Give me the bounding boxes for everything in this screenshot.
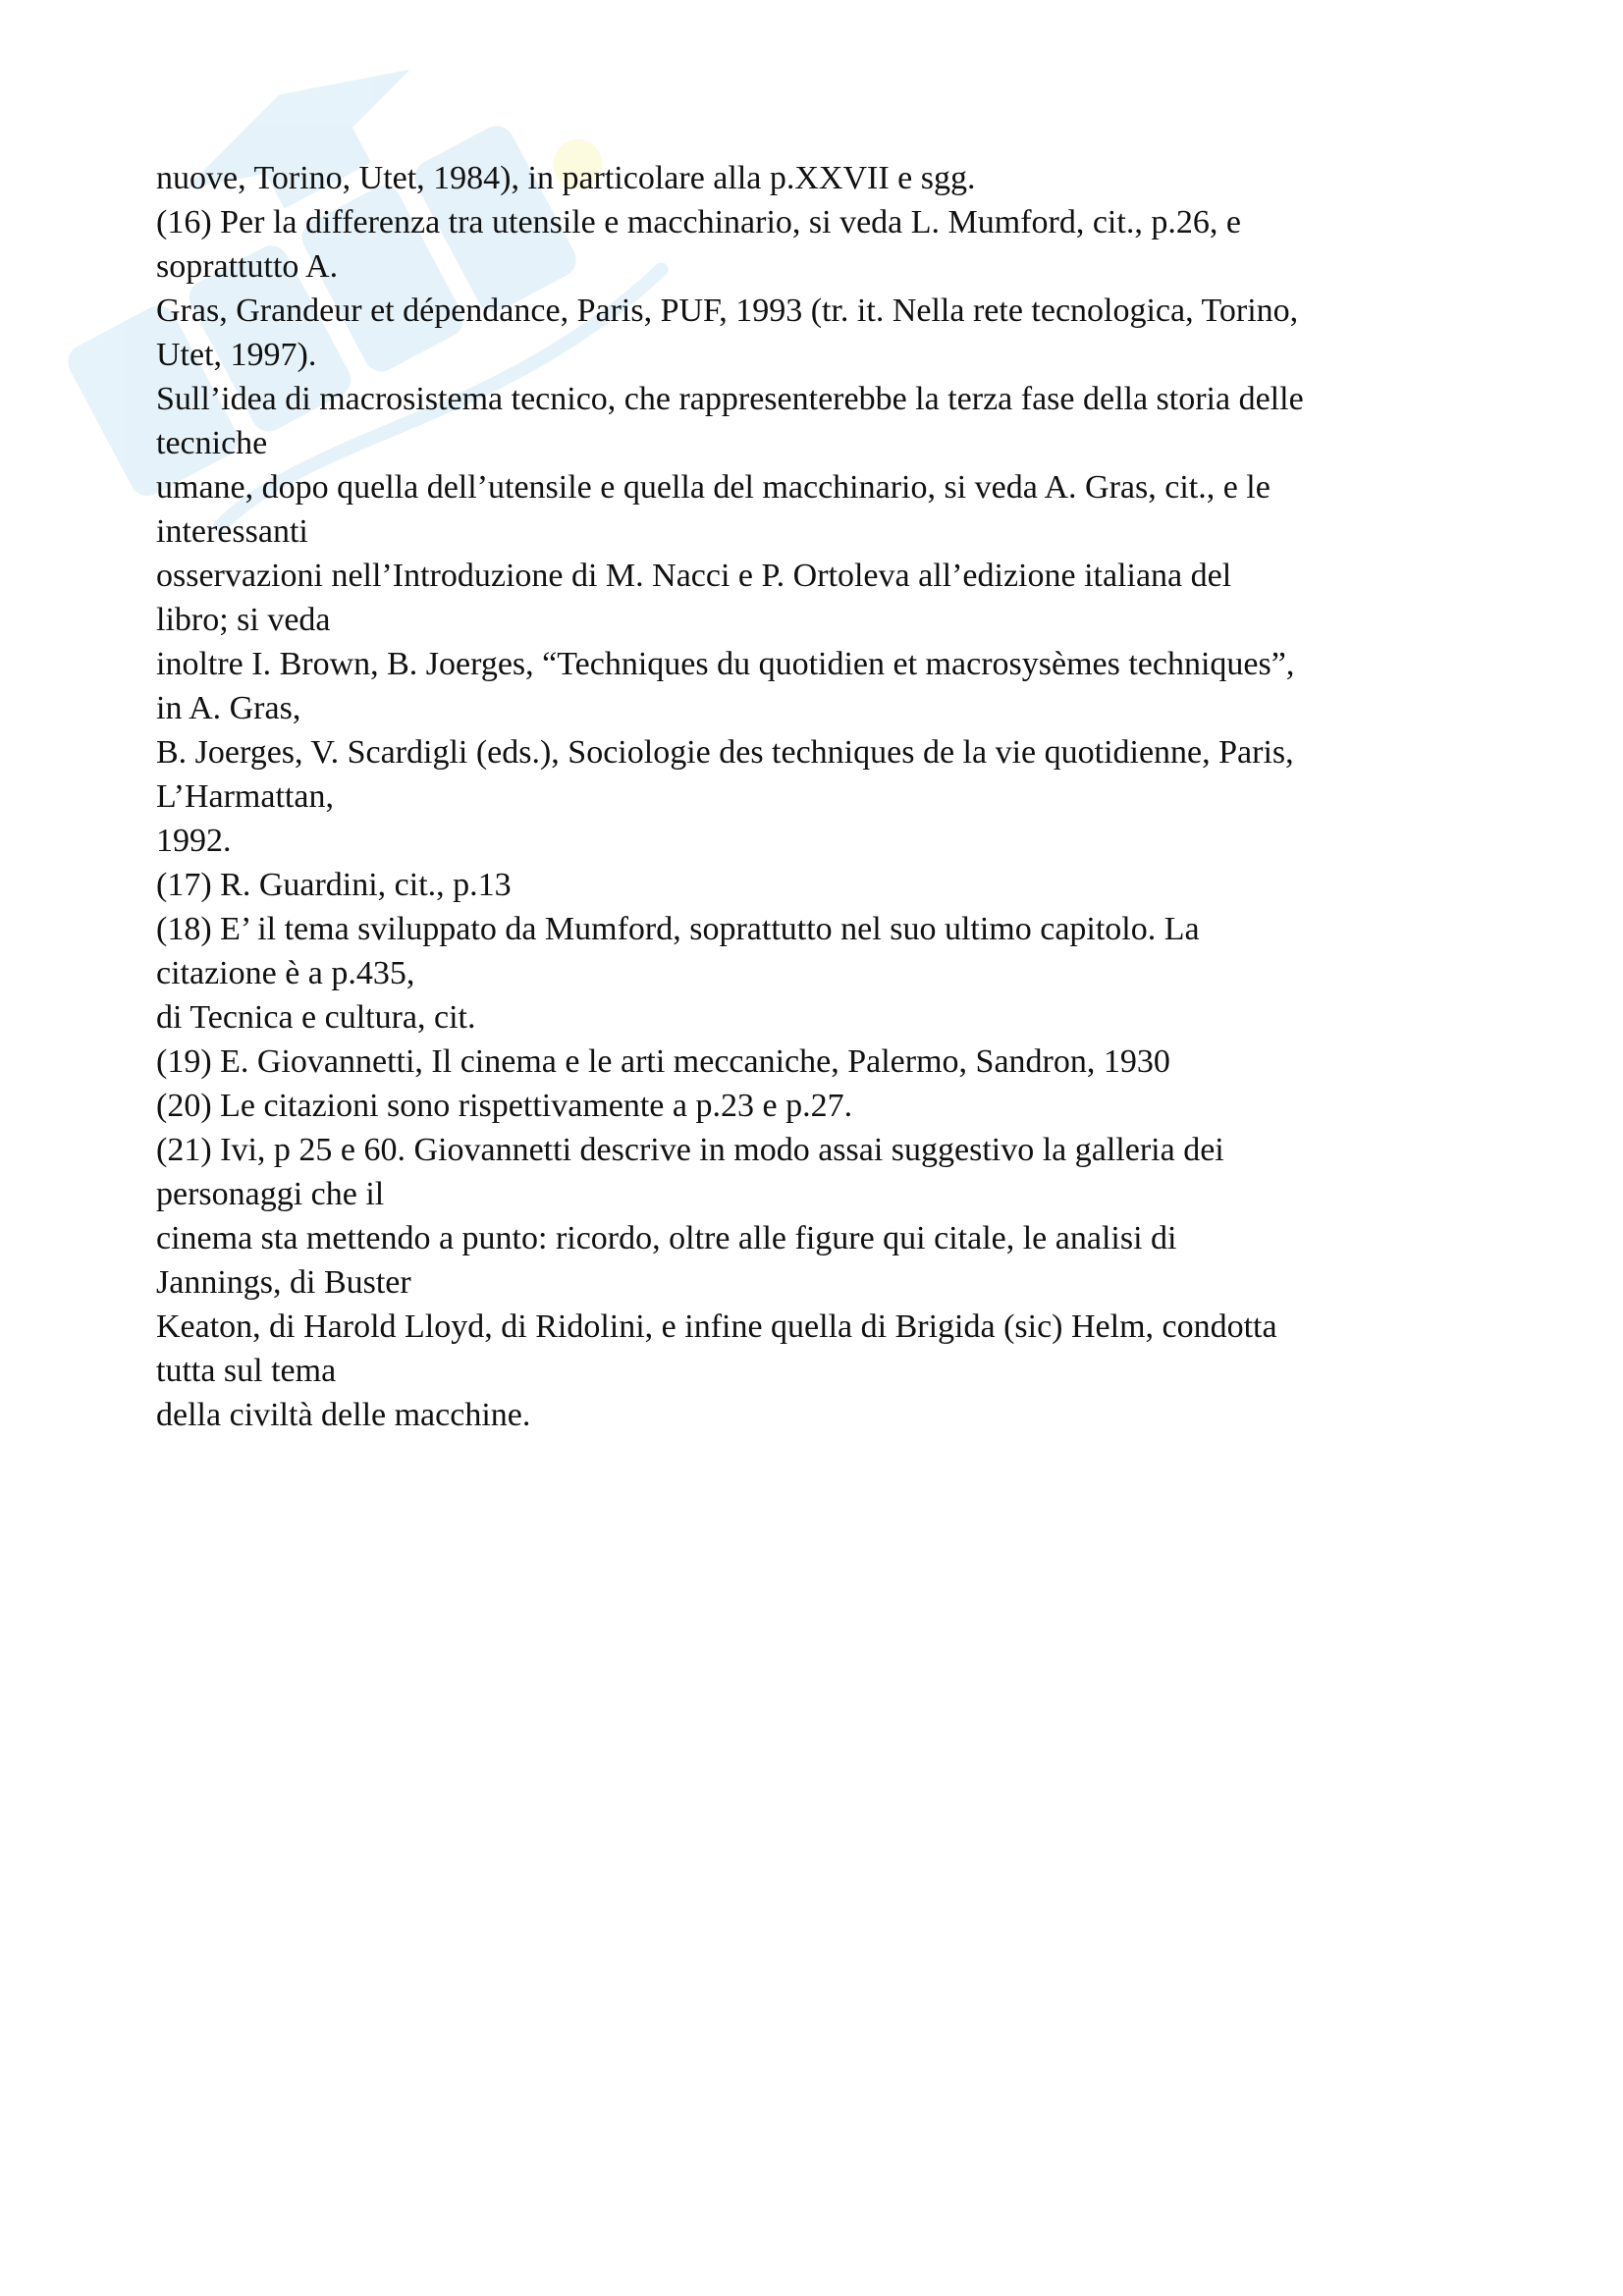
text-line: umane, dopo quella dell’utensile e quella del macchinario, si veda A. Gras, cit., e le <box>156 469 1271 506</box>
text-line: (17) R. Guardini, cit., p.13 <box>156 867 512 903</box>
document-body <box>156 156 1491 1437</box>
text-line: (20) Le citazioni sono rispettivamente a p.23 e p.27. <box>156 1088 853 1124</box>
text-line: inoltre I. Brown, B. Joerges, “Techniques du quotidien et macrosysèmes techniques”, <box>156 646 1295 682</box>
text-line: interessanti <box>156 513 308 550</box>
text-line: (21) Ivi, p 25 e 60. Giovannetti descrive in modo assai suggestivo la galleria dei <box>156 1132 1224 1168</box>
text-line: (19) E. Giovannetti, Il cinema e le arti meccaniche, Palermo, Sandron, 1930 <box>156 1043 1170 1080</box>
text-line: soprattutto A. <box>156 248 339 285</box>
text-line: Sull’idea di macrosistema tecnico, che rappresenterebbe la terza fase della storia delle <box>156 381 1304 417</box>
text-line: nuove, Torino, Utet, 1984), in particolare alla p.XXVII e sgg. <box>156 160 976 196</box>
text-line: (18) E’ il tema sviluppato da Mumford, soprattutto nel suo ultimo capitolo. La <box>156 911 1200 947</box>
text-line: in A. Gras, <box>156 690 301 726</box>
text-line: 1992. <box>156 823 232 859</box>
text-line: della civiltà delle macchine. <box>156 1397 531 1433</box>
text-line: cinema sta mettendo a punto: ricordo, oltre alle figure qui citale, le analisi di <box>156 1220 1177 1256</box>
text-line: L’Harmattan, <box>156 778 334 815</box>
text-line: B. Joerges, V. Scardigli (eds.), Sociologie des techniques de la vie quotidienne, Paris, <box>156 734 1294 771</box>
text-line: tecniche <box>156 425 268 461</box>
text-line: citazione è a p.435, <box>156 955 415 991</box>
text-line: di Tecnica e cultura, cit. <box>156 999 476 1036</box>
text-line: Utet, 1997). <box>156 337 317 373</box>
text-line: Jannings, di Buster <box>156 1264 411 1301</box>
text-line: Gras, Grandeur et dépendance, Paris, PUF, 1993 (tr. it. Nella rete tecnologica, Torino, <box>156 293 1299 329</box>
text-line: (16) Per la differenza tra utensile e macchinario, si veda L. Mumford, cit., p.26, e <box>156 204 1241 240</box>
text-line: tutta sul tema <box>156 1353 337 1389</box>
text-line: libro; si veda <box>156 602 331 638</box>
text-line: Keaton, di Harold Lloyd, di Ridolini, e infine quella di Brigida (sic) Helm, condotta <box>156 1308 1277 1345</box>
text-line: osservazioni nell’Introduzione di M. Nacci e P. Ortoleva all’edizione italiana del <box>156 558 1232 594</box>
text-line: personaggi che il <box>156 1176 385 1212</box>
